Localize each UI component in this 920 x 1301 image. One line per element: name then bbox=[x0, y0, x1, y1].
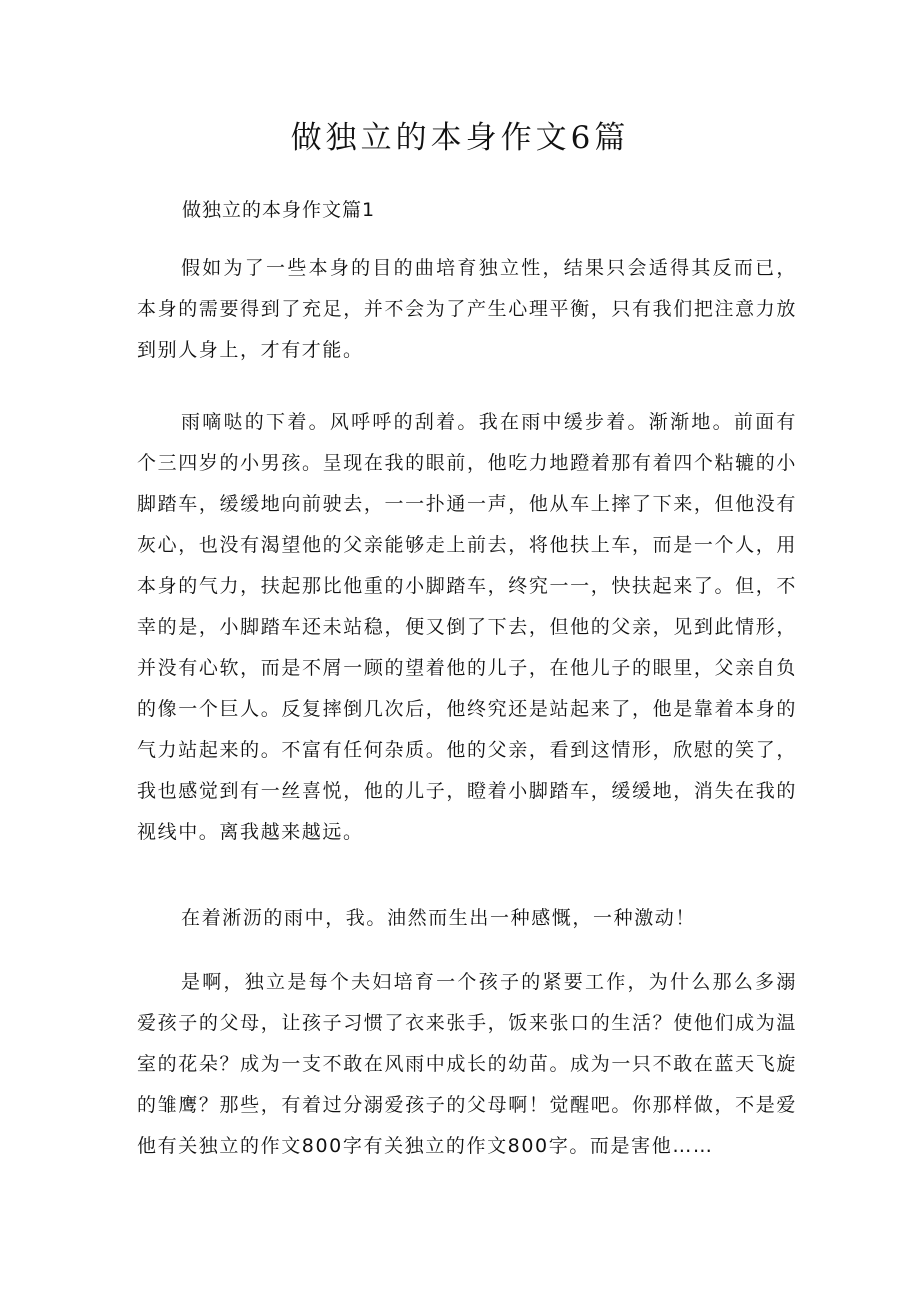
paragraph-4: 是啊，独立是每个夫妇培育一个孩子的紧要工作，为什么那么多溺爱孩子的父母，让孩子习惯了衣来张手，饭来张口的生活？使他们成为温室的花朵？成为一支不敢在风雨中成长的幼苗。成为一只不敢在蓝天飞旋的雏鹰？那些，有着过分溺爱孩子的父母啊！觉醒吧。你那样做，不是爱他有关独立的作文800字有关独立的作文800字。而是害他…… bbox=[137, 971, 797, 1157]
document-title: 做独立的本身作文6篇 bbox=[290, 120, 630, 156]
paragraph-3: 在着淅沥的雨中，我。油然而生出一种感慨，一种激动！ bbox=[181, 907, 697, 929]
paragraph-2: 雨嘀哒的下着。风呼呼的刮着。我在雨中缓步着。渐渐地。前面有个三四岁的小男孩。呈现在我的眼前，他吃力地蹬着那有着四个粘辘的小脚踏车，缓缓地向前驶去，一一扑通一声，他从车上摔了下来，但他没有灰心，也没有渴望他的父亲能够走上前去，将他扶上车，而是一个人，用本身的气力，扶起那比他重的小脚踏车，终究一一，快扶起来了。但，不幸的是，小脚踏车还未站稳，便又倒了下去，但他的父亲，见到此情形，并没有心软，而是不屑一顾的望着他的儿子，在他儿子的眼里，父亲自负的像一个巨人。反复摔倒几次后，他终究还是站起来了，他是靠着本身的气力站起来的。不富有任何杂质。他的父亲，看到这情形，欣慰的笑了，我也感觉到有一丝喜悦，他的儿子，瞪着小脚踏车，缓缓地，消失在我的视线中。离我越来越远。 bbox=[137, 411, 797, 843]
essay-heading: 做独立的本身作文篇1 bbox=[182, 199, 376, 221]
paragraph-1: 假如为了一些本身的目的曲培育独立性，结果只会适得其反而已，本身的需要得到了充足，并不会为了产生心理平衡，只有我们把注意力放到别人身上，才有才能。 bbox=[137, 257, 797, 361]
